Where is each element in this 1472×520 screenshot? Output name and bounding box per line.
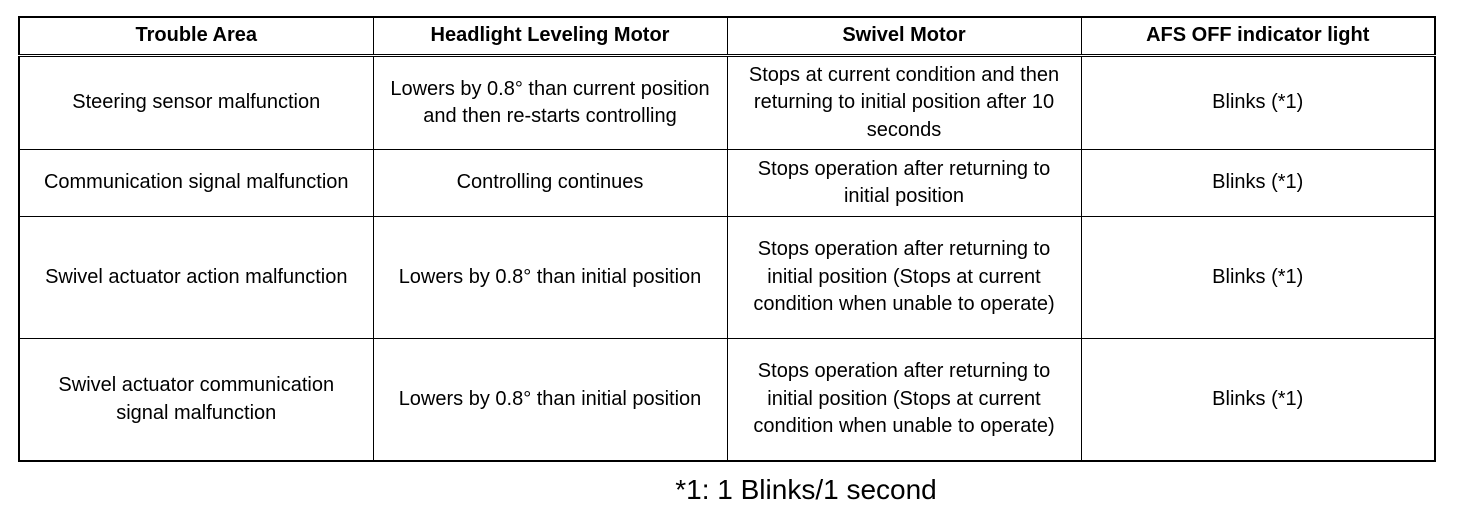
table-row bbox=[19, 56, 1435, 150]
afs-trouble-table bbox=[18, 16, 1436, 462]
table-row bbox=[19, 339, 1435, 462]
cell-swivel-motor: Stops operation after returning to initial position (Stops at current condition when unable to operate) bbox=[727, 217, 1081, 339]
cell-trouble-area: Communication signal malfunction bbox=[19, 150, 373, 217]
table-row bbox=[19, 217, 1435, 339]
cell-trouble-area: Swivel actuator communication signal malfunction bbox=[19, 339, 373, 462]
cell-swivel-motor: Stops operation after returning to initial position bbox=[727, 150, 1081, 217]
cell-headlight-leveling-motor: Controlling continues bbox=[373, 150, 727, 217]
cell-afs-off-indicator: Blinks (*1) bbox=[1081, 217, 1435, 339]
table-row bbox=[19, 150, 1435, 217]
header-trouble-area: Trouble Area bbox=[19, 17, 373, 56]
cell-headlight-leveling-motor: Lowers by 0.8° than current position and then re-starts controlling bbox=[373, 56, 727, 150]
table-header bbox=[19, 17, 1435, 56]
cell-afs-off-indicator: Blinks (*1) bbox=[1081, 56, 1435, 150]
header-headlight-leveling-motor: Headlight Leveling Motor bbox=[373, 17, 727, 56]
header-row bbox=[19, 17, 1435, 56]
cell-headlight-leveling-motor: Lowers by 0.8° than initial position bbox=[373, 339, 727, 462]
header-swivel-motor: Swivel Motor bbox=[727, 17, 1081, 56]
cell-trouble-area: Swivel actuator action malfunction bbox=[19, 217, 373, 339]
cell-afs-off-indicator: Blinks (*1) bbox=[1081, 339, 1435, 462]
cell-swivel-motor: Stops at current condition and then returning to initial position after 10 seconds bbox=[727, 56, 1081, 150]
cell-afs-off-indicator: Blinks (*1) bbox=[1081, 150, 1435, 217]
cell-trouble-area: Steering sensor malfunction bbox=[19, 56, 373, 150]
afs-trouble-table-container bbox=[18, 16, 1434, 462]
footnote: *1: 1 Blinks/1 second bbox=[675, 474, 937, 505]
cell-headlight-leveling-motor: Lowers by 0.8° than initial position bbox=[373, 217, 727, 339]
header-afs-off-indicator-light: AFS OFF indicator light bbox=[1081, 17, 1435, 56]
cell-swivel-motor: Stops operation after returning to initial position (Stops at current condition when unable to operate) bbox=[727, 339, 1081, 462]
table-body bbox=[19, 56, 1435, 462]
